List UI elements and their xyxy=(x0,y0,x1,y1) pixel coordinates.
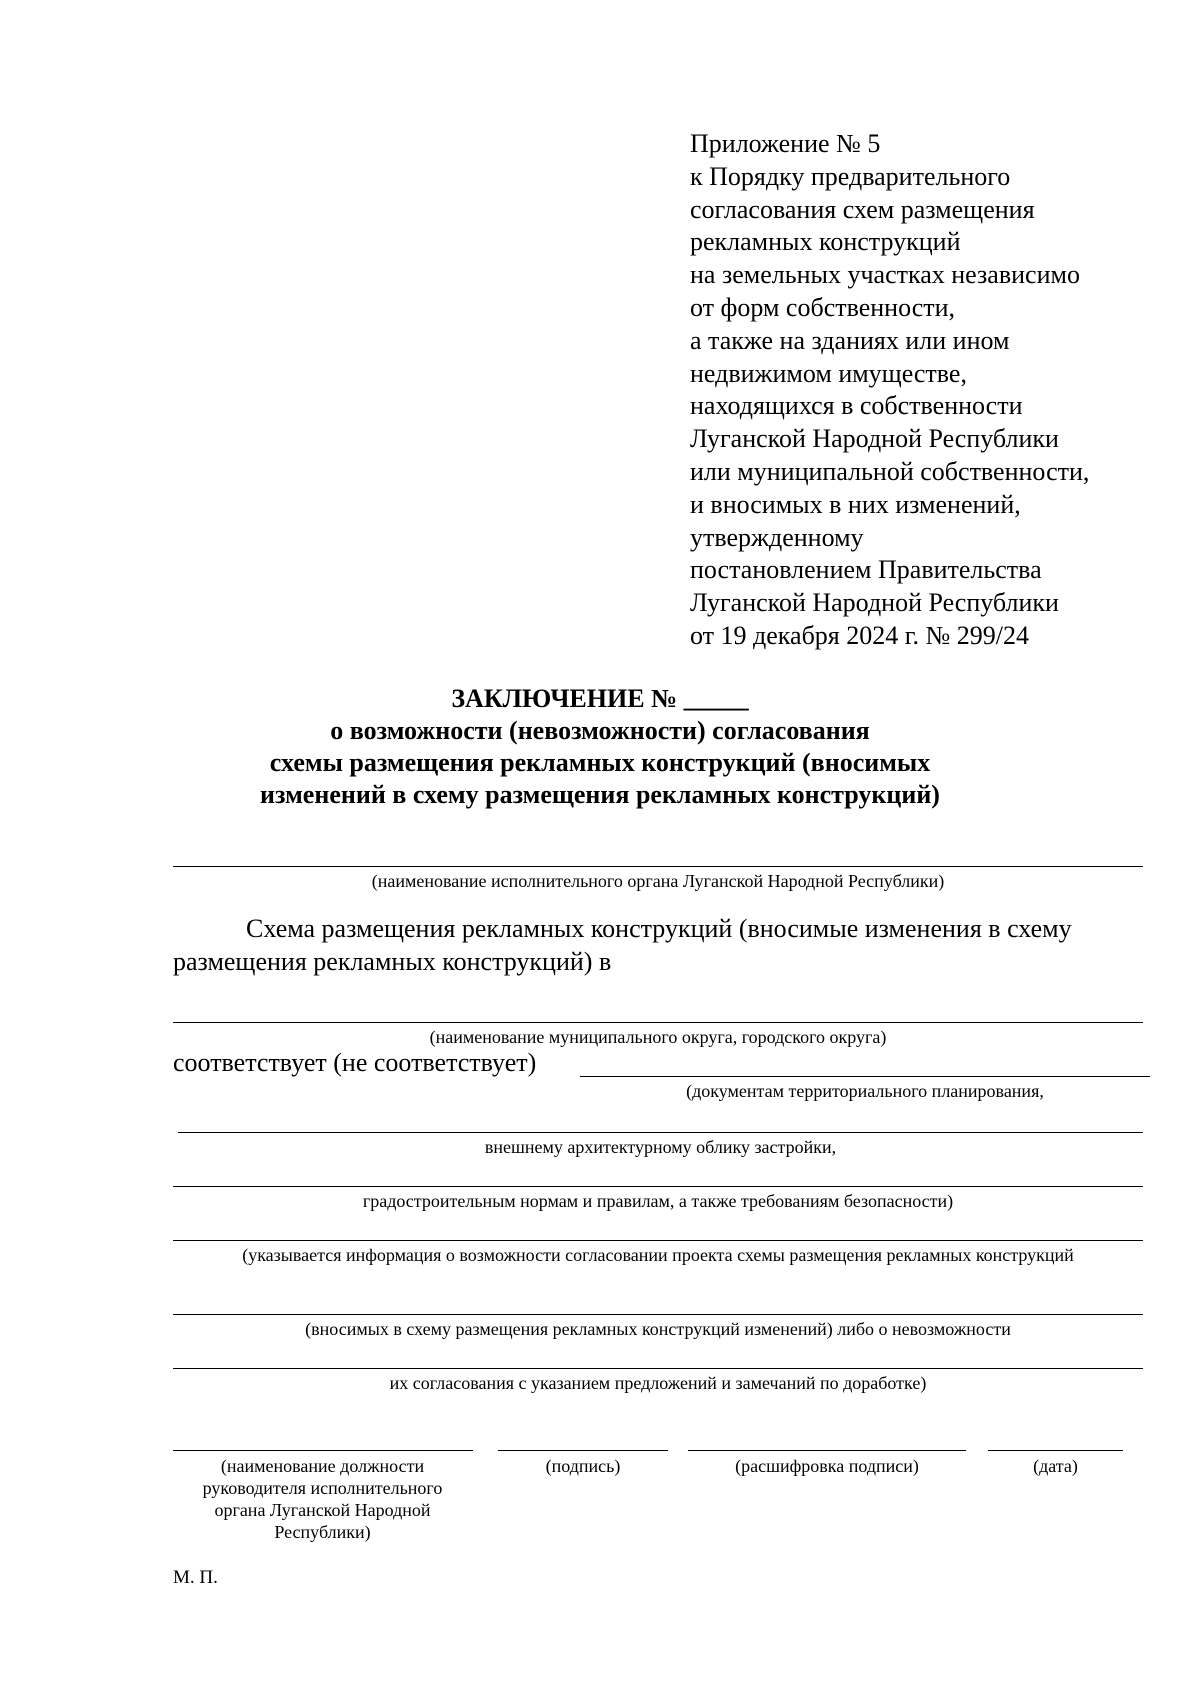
appendix-line: а также на зданиях или ином xyxy=(690,325,1010,355)
appendix-line: находящихся в собственности xyxy=(690,391,1023,421)
paragraph-line-2: размещения рекламных конструкций) в xyxy=(173,947,612,976)
info-fill-line-3 xyxy=(173,1368,1143,1369)
appendix-line: от 19 декабря 2024 г. № 299/24 xyxy=(690,620,1030,650)
date-caption: (дата) xyxy=(1033,1456,1078,1476)
corresponds-label: соответствует (не соответствует) xyxy=(173,1048,537,1077)
appendix-line: рекламных конструкций xyxy=(690,227,961,257)
signature-fill-line xyxy=(498,1450,668,1451)
date-fill-line xyxy=(988,1450,1123,1451)
authority-caption: (наименование исполнительного органа Луганской Народной Республики) xyxy=(371,871,945,891)
appendix-line: от форм собственности, xyxy=(690,292,956,322)
appendix-line: согласования схем размещения xyxy=(690,194,1035,224)
norms-caption: градостроительным нормам и правилам, а также требованиям безопасности) xyxy=(362,1191,954,1211)
appendix-line: Луганской Народной Республики xyxy=(690,424,1059,454)
decoding-fill-line xyxy=(688,1450,966,1451)
stamp-place: М. П. xyxy=(173,1567,218,1588)
decoding-caption: (расшифровка подписи) xyxy=(735,1456,919,1476)
appendix-line: к Порядку предварительного xyxy=(690,161,1011,191)
title-line: изменений в схему размещения рекламных конструкций) xyxy=(260,780,940,809)
authority-fill-line xyxy=(173,866,1143,867)
info-fill-line-1 xyxy=(173,1240,1143,1241)
architecture-caption: внешнему архитектурному облику застройки, xyxy=(484,1137,837,1157)
info-caption-3: их согласования с указанием предложений и замечаний по доработке) xyxy=(389,1373,927,1393)
paragraph-line-1: Схема размещения рекламных конструкций (вносимые изменения в схему xyxy=(246,914,1072,943)
architecture-fill-line xyxy=(178,1132,1143,1133)
title-line: о возможности (невозможности) согласования xyxy=(330,716,870,745)
appendix-line: на земельных участках независимо xyxy=(690,260,1080,290)
position-caption: (наименование должности руководителя исполнительного органа Луганской Народной Республики) xyxy=(202,1456,443,1542)
appendix-line: утвержденному xyxy=(690,522,864,552)
info-fill-line-2 xyxy=(173,1314,1143,1315)
municipality-fill-line xyxy=(173,1022,1143,1023)
info-caption-2: (вносимых в схему размещения рекламных конструкций изменений) либо о невозможности xyxy=(305,1319,1011,1339)
appendix-line: Приложение № 5 xyxy=(690,129,881,158)
corresponds-fill-line xyxy=(580,1076,1150,1077)
title-line: ЗАКЛЮЧЕНИЕ № _____ xyxy=(451,684,749,713)
appendix-line: или муниципальной собственности, xyxy=(690,456,1090,486)
appendix-line: и вносимых в них изменений, xyxy=(690,489,1021,519)
appendix-header xyxy=(690,128,1170,653)
municipality-caption: (наименование муниципального округа, городского округа) xyxy=(429,1027,887,1047)
title-line: схемы размещения рекламных конструкций (вносимых xyxy=(269,748,931,777)
appendix-line: недвижимом имуществе, xyxy=(690,358,967,388)
appendix-line: Луганской Народной Республики xyxy=(690,588,1059,618)
info-caption-1: (указывается информация о возможности согласовании проекта схемы размещения рекламных конструкций xyxy=(242,1245,1074,1265)
appendix-line: постановлением Правительства xyxy=(690,555,1042,585)
document-title xyxy=(0,683,1200,811)
position-fill-line xyxy=(173,1450,473,1451)
documents-caption: (документам территориального планирования, xyxy=(686,1081,1044,1101)
signature-caption: (подпись) xyxy=(545,1456,621,1476)
norms-fill-line xyxy=(173,1186,1143,1187)
